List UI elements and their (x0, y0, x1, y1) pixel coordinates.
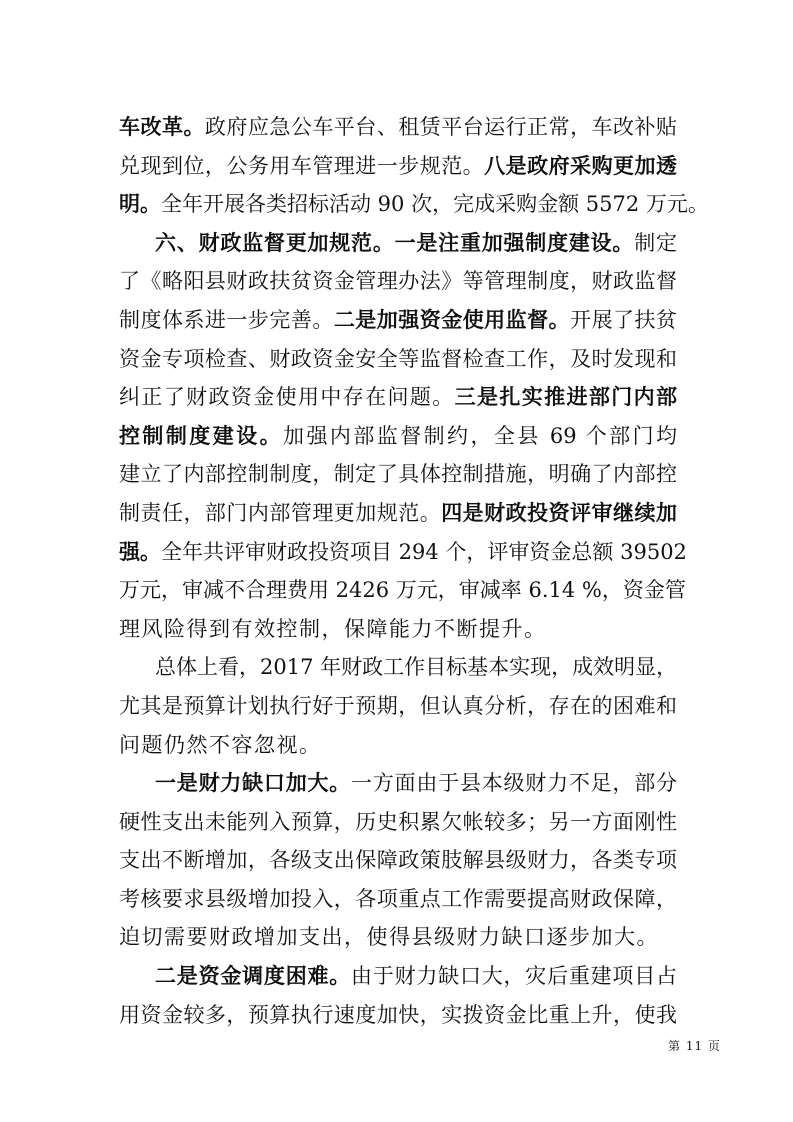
text-line (119, 494, 677, 533)
body-text: 一方面由于县本级财力不足，部分 (351, 771, 678, 796)
body-text: 资金专项检查、财政资金安全等监督检查工作，及时发现和 (119, 346, 677, 371)
text-line (119, 841, 677, 880)
body-text: 了《略阳县财政扶贫资金管理办法》等管理制度，财政监督 (119, 269, 677, 294)
body-text: 问题仍然不容忽视。 (119, 732, 322, 757)
text-line (119, 147, 677, 186)
bold-heading-text: 车改革。 (119, 114, 205, 139)
body-text: 开展了扶贫 (570, 307, 678, 332)
text-line (119, 803, 677, 842)
page-number: 第 11 页 (668, 1039, 721, 1053)
bold-heading-text: 八是政府采购更加透 (484, 152, 678, 178)
body-text: 万元，审减不合理费用 2426 万元，审减率 6.14 %，资金管 (119, 578, 686, 603)
text-line (119, 610, 677, 649)
bold-heading-text: 四是财政投资评审继续加 (441, 499, 678, 525)
body-text: 硬性支出未能列入预算，历史积累欠帐较多；另一方面刚性 (119, 809, 677, 834)
text-line (119, 687, 677, 726)
body-text: 尤其是预算计划执行好于预期，但认真分析，存在的困难和 (119, 693, 677, 718)
bold-heading-text: 六、财政监督更加规范。一是注重加强制度建设。 (155, 229, 635, 255)
body-text: 理风险得到有效控制，保障能力不断提升。 (119, 616, 547, 641)
text-line (119, 455, 677, 494)
body-text: 制定 (634, 230, 678, 255)
text-line (119, 764, 677, 803)
bold-heading-text: 二是加强资金使用监督。 (333, 306, 571, 332)
body-text: 政府应急公车平台、租赁平台运行正常，车改补贴 (204, 115, 677, 139)
text-line (119, 957, 677, 996)
text-line (119, 262, 677, 301)
bold-heading-text: 三是扎实推进部门内部 (454, 384, 677, 410)
bold-heading-text: 明。 (119, 191, 161, 217)
body-text: 支出不断增加，各级支出保障政策肢解县级财力，各类专项 (119, 848, 677, 873)
body-text: 兑现到位，公务用车管理进一步规范。 (119, 153, 485, 178)
document-body (119, 108, 709, 1034)
bold-heading-text: 控制制度建设。 (119, 422, 284, 448)
text-line (119, 378, 677, 417)
text-line (119, 185, 709, 224)
text-line (119, 880, 677, 919)
body-text: 全年开展各类招标活动 90 次，完成采购金额 5572 万元。 (161, 192, 709, 217)
text-line (119, 996, 677, 1035)
body-text: 总体上看，2017 年财政工作目标基本实现，成效明显， (155, 655, 678, 680)
text-line (119, 224, 677, 263)
body-text: 全年共评审财政投资项目 294 个，评审资金总额 39502 (161, 539, 687, 564)
bold-heading-text: 二是资金调度困难。 (155, 963, 352, 989)
body-text: 建立了内部控制制度，制定了具体控制措施，明确了内部控 (119, 462, 677, 487)
body-text: 加强内部监督制约，全县 69 个部门均 (283, 423, 678, 448)
body-text: 由于财力缺口大，灾后重建项目占 (351, 964, 678, 989)
text-line (119, 340, 677, 379)
text-line (119, 533, 687, 572)
bold-heading-text: 一是财力缺口加大。 (155, 770, 352, 796)
text-line (119, 648, 677, 687)
text-line (119, 726, 677, 765)
text-line (119, 417, 677, 456)
bold-heading-text: 强。 (119, 538, 161, 564)
body-text: 迫切需要财政增加支出，使得县级财力缺口逐步加大。 (119, 925, 659, 950)
body-text: 考核要求县级增加投入，各项重点工作需要提高财政保障， (119, 886, 677, 911)
text-line (119, 918, 677, 957)
body-text: 纠正了财政资金使用中存在问题。 (119, 385, 455, 410)
body-text: 用资金较多，预算执行速度加快，实拨资金比重上升，使我 (119, 1002, 677, 1027)
text-line (119, 571, 686, 610)
body-text: 制责任，部门内部管理更加规范。 (119, 500, 442, 525)
body-text: 制度体系进一步完善。 (119, 307, 334, 332)
text-line (119, 301, 677, 340)
text-line (119, 108, 677, 147)
